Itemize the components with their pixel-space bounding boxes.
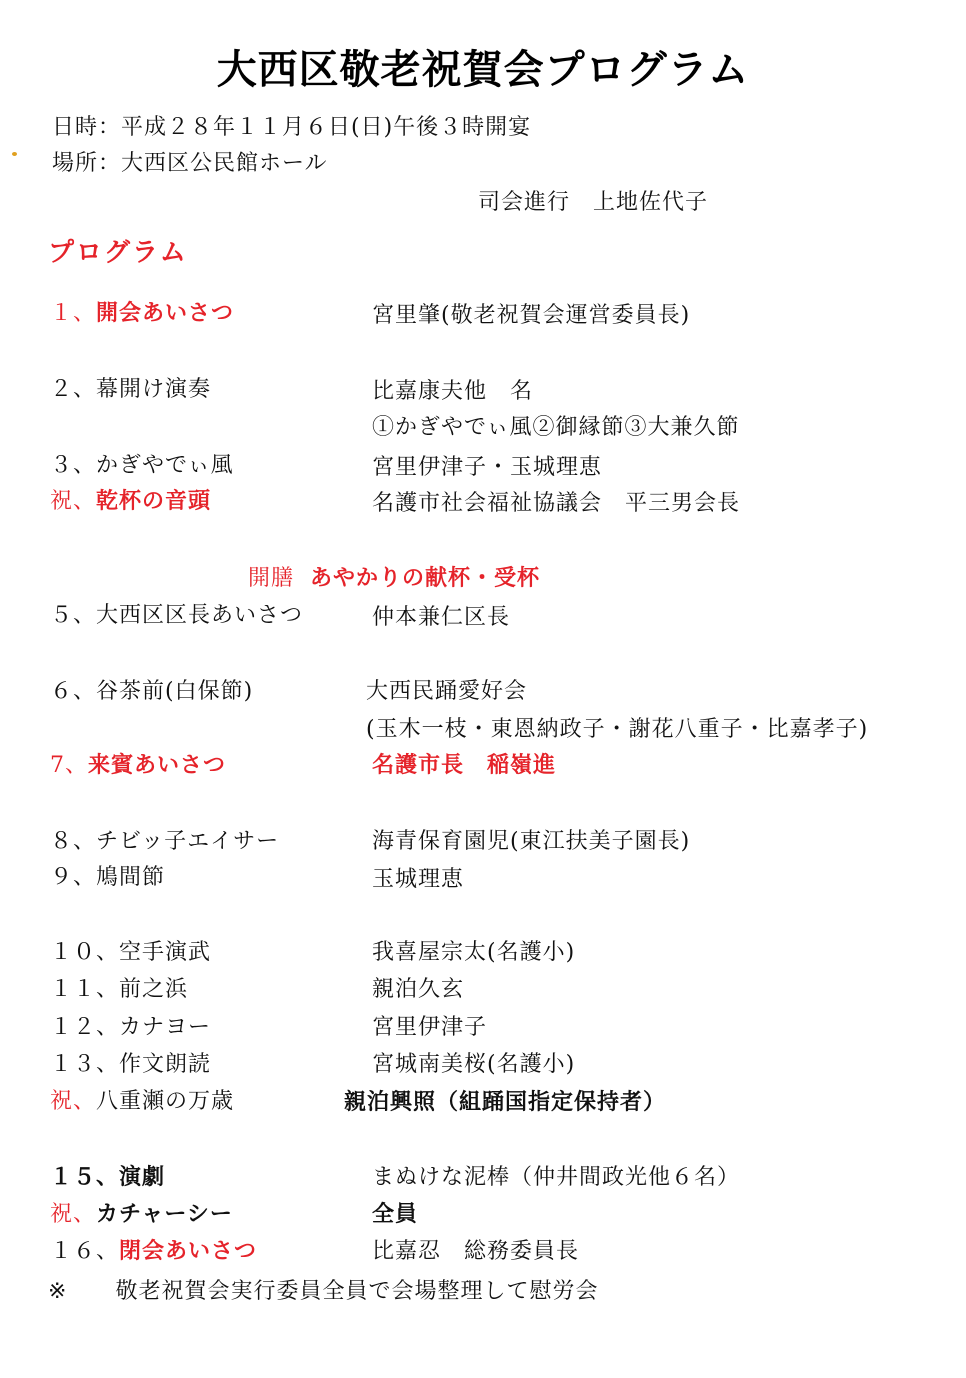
program-item-2 xyxy=(50,372,211,403)
item-title: かぎやでぃ風 xyxy=(96,453,234,478)
item-title: 演劇 xyxy=(119,1164,166,1190)
program-item-8 xyxy=(50,824,279,855)
item-number: １０、 xyxy=(50,940,120,965)
program-item-3 xyxy=(50,448,234,479)
item-detail: 名護市社会福祉協議会 平三男会長 xyxy=(372,491,741,516)
item-title: カチャーシー xyxy=(96,1201,233,1227)
program-item-6 xyxy=(50,674,253,705)
item-number: １３、 xyxy=(50,1052,120,1077)
item-number: ８、 xyxy=(50,829,97,854)
item-number: １、 xyxy=(50,301,97,326)
item-title: 来賓あいさつ xyxy=(88,752,227,778)
item-number: ２、 xyxy=(50,377,97,402)
item-detail: まぬけな泥棒（仲井間政光他６名） xyxy=(372,1165,741,1190)
item-number: １２、 xyxy=(50,1015,120,1040)
program-item-manzai xyxy=(50,1084,234,1115)
program-heading: プログラム xyxy=(48,238,188,268)
item-number: 祝、 xyxy=(50,1089,97,1114)
item-detail: 大西民踊愛好会 xyxy=(366,679,528,704)
program-item-13 xyxy=(50,1047,211,1078)
note-mark: ※ xyxy=(48,1279,68,1304)
item-detail: 我喜屋宗太(名護小) xyxy=(372,940,576,965)
program-item-meal xyxy=(248,561,540,592)
item-number: 7、 xyxy=(50,753,88,778)
item-title: 大西区区長あいさつ xyxy=(96,603,304,628)
event-datetime: 日時：平成２８年１１月６日(日)午後３時開宴 xyxy=(52,115,532,140)
mc-name: 司会進行 上地佐代子 xyxy=(478,190,709,215)
item-detail: 玉城理恵 xyxy=(372,867,465,892)
item-title: 鳩間節 xyxy=(96,865,166,890)
item-title: 谷茶前(白保節) xyxy=(96,679,254,704)
item-detail: 宮里伊津子 xyxy=(372,1015,488,1040)
program-item-12 xyxy=(50,1010,211,1041)
item-title: 幕開け演奏 xyxy=(96,377,212,402)
program-item-11 xyxy=(50,972,188,1003)
item-number: １６、 xyxy=(50,1239,120,1264)
meal-prefix: 開膳 xyxy=(248,566,295,591)
item-number: ６、 xyxy=(50,679,97,704)
item-detail: 親泊久玄 xyxy=(372,977,465,1002)
item-number: ３、 xyxy=(50,453,97,478)
item-detail: 名護市長 稲嶺進 xyxy=(372,752,557,778)
program-item-10 xyxy=(50,935,211,966)
item-detail: 全員 xyxy=(372,1201,419,1227)
footer-note xyxy=(48,1274,598,1305)
item-number: ５、 xyxy=(50,603,97,628)
item-number: 祝、 xyxy=(50,1202,97,1227)
item-detail-sub: (玉木一枝・東恩納政子・謝花八重子・比嘉孝子) xyxy=(366,717,869,742)
item-detail: 宮城南美桜(名護小) xyxy=(372,1052,576,1077)
item-detail: 仲本兼仁区長 xyxy=(372,605,511,630)
item-number: ９、 xyxy=(50,865,97,890)
item-detail: 宮里伊津子・玉城理恵 xyxy=(372,455,603,480)
program-item-1 xyxy=(50,296,234,327)
item-detail: 海青保育園児(東江扶美子園長) xyxy=(372,829,691,854)
item-title: 開会あいさつ xyxy=(96,300,235,326)
item-title: 八重瀬の万歳 xyxy=(96,1089,235,1114)
item-number: １１、 xyxy=(50,977,120,1002)
program-item-16 xyxy=(50,1234,257,1265)
item-title: カナヨー xyxy=(119,1015,212,1040)
item-title: 空手演武 xyxy=(119,940,212,965)
program-item-kachashi xyxy=(50,1197,233,1228)
item-title: 閉会あいさつ xyxy=(119,1238,258,1264)
item-number: １５、 xyxy=(50,1164,120,1190)
program-item-9 xyxy=(50,860,165,891)
item-detail: 比嘉康夫他 名 xyxy=(372,379,534,404)
note-text: 敬老祝賀会実行委員全員で会場整理して慰労会 xyxy=(115,1279,599,1304)
program-item-5 xyxy=(50,598,303,629)
page-title: 大西区敬老祝賀会プログラム xyxy=(216,47,750,93)
item-number: 祝、 xyxy=(50,489,97,514)
item-title: 乾杯の音頭 xyxy=(96,488,212,514)
item-detail-sub: ①かぎやでぃ風②御縁節③大兼久節 xyxy=(372,415,740,440)
program-item-7 xyxy=(50,748,226,779)
item-title: 作文朗読 xyxy=(119,1052,212,1077)
program-item-15 xyxy=(50,1160,165,1191)
program-item-toast xyxy=(50,484,211,515)
item-detail: 比嘉忍 総務委員長 xyxy=(372,1239,580,1264)
item-title: チビッ子エイサー xyxy=(96,829,280,854)
item-detail: 宮里肇(敬老祝賀会運営委員長) xyxy=(372,303,691,328)
stray-mark xyxy=(12,152,17,156)
item-detail: 親泊興照（組踊国指定保持者） xyxy=(344,1089,667,1115)
item-title: 前之浜 xyxy=(119,977,189,1002)
meal-text: あやかりの献杯・受杯 xyxy=(310,565,541,591)
event-venue: 場所：大西区公民館ホール xyxy=(52,151,328,176)
